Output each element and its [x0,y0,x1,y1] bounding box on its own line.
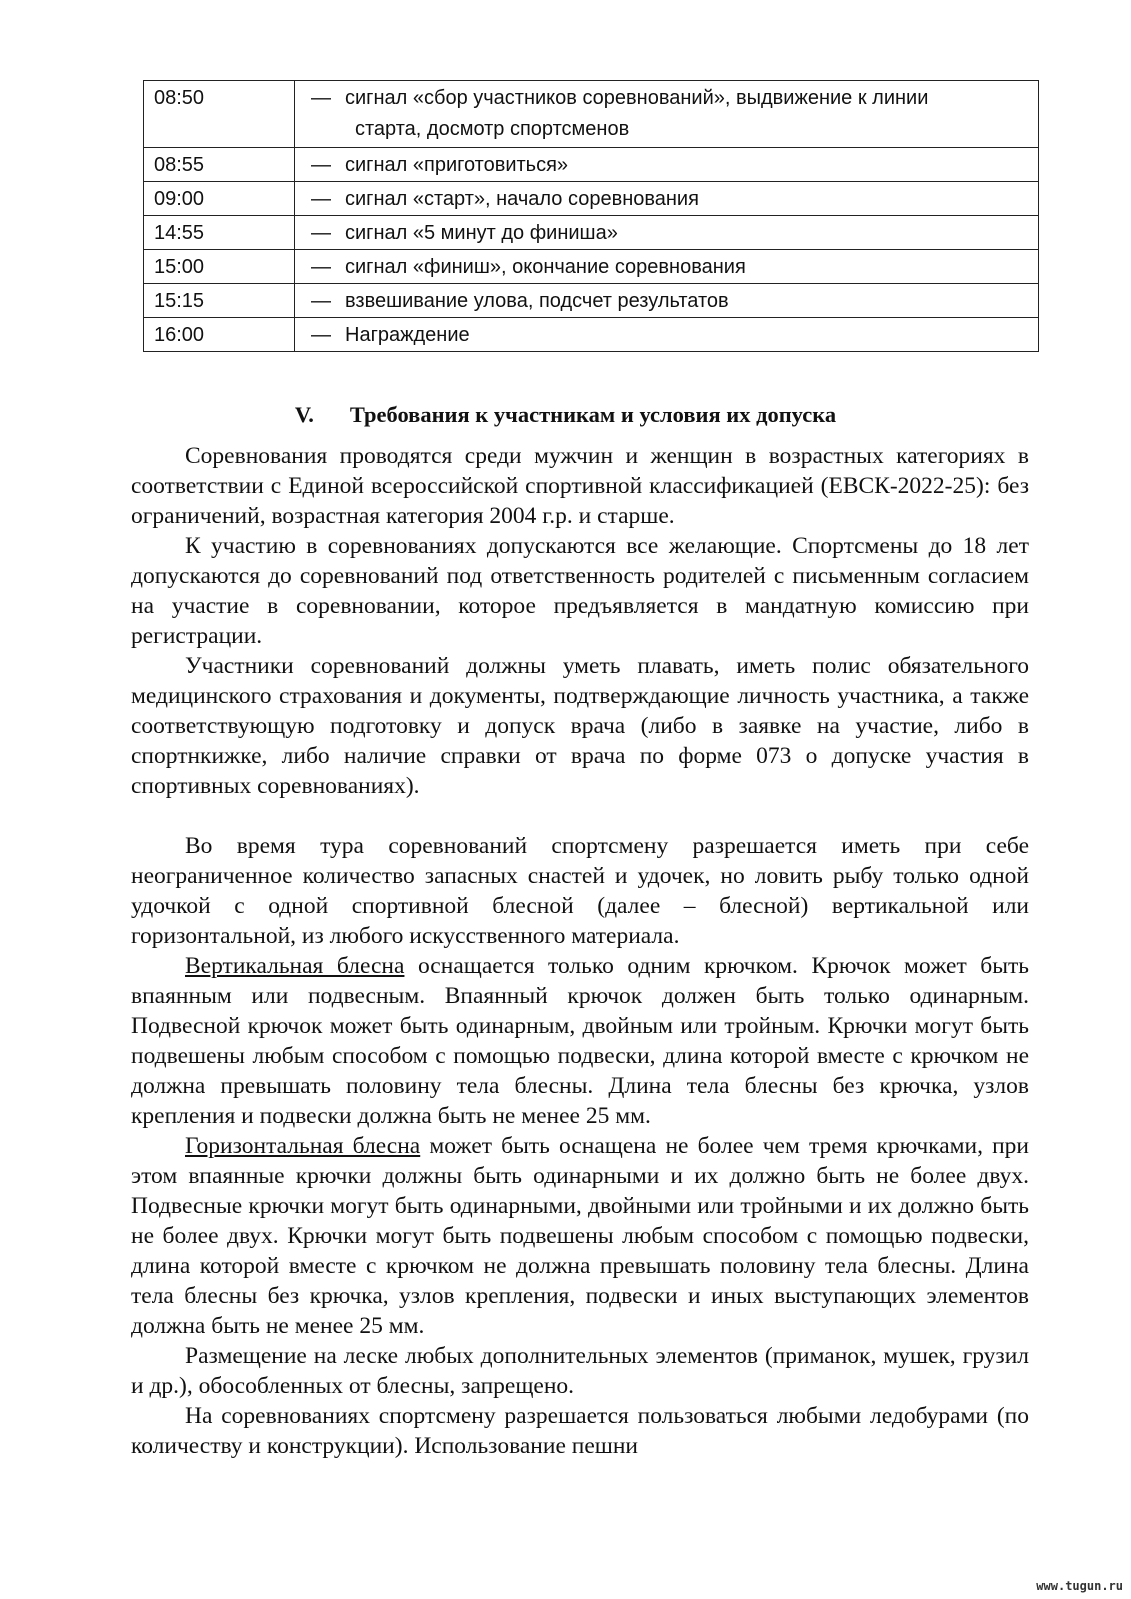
schedule-event-text: сигнал «приготовиться» [345,154,569,176]
paragraph-text: оснащается только одним крючком. Крючок может быть впаянным или подвесным. Впаянный крючок должен быть только одинарным. Подвесной крючок может быть одинарным, двойным или тройным. Крючки могут быть подвешены любым способом с помощью подвески, длина которой вместе с крючком не должна превышать половину тела блесны. Длина тела блесны без крючка, узлов крепления и подвески должна быть не менее 25 мм. [131,953,1029,1129]
paragraph [131,951,1029,1131]
section-heading [0,399,1131,431]
schedule-time: 16:00 [144,318,295,352]
schedule-time: 08:50 [144,81,295,148]
schedule-time: 08:55 [144,148,295,182]
term-horizontal-lure: Горизонтальная блесна [185,1133,421,1159]
dash: — [311,222,331,244]
paragraph [131,1131,1029,1341]
table-row [144,318,1039,352]
dash: — [311,188,331,210]
schedule-time: 15:15 [144,284,295,318]
schedule-event-text: Награждение [345,324,470,346]
table-row [144,284,1039,318]
section-number: V. [294,401,314,427]
schedule-time: 14:55 [144,216,295,250]
schedule-event-text-continued: старта, досмотр спортсменов [355,118,630,140]
schedule-event [295,216,1039,250]
paragraph: Размещение на леске любых дополнительных элементов (приманок, мушек, грузил и др.), обособленных от блесны, запрещено. [131,1343,1029,1399]
schedule-event [295,81,1039,148]
paragraph: Соревнования проводятся среди мужчин и женщин в возрастных категориях в соответствии с Единой всероссийской спортивной классификацией (ЕВСК-2022-25): без ограничений, возрастная категория 2004 г.р. и старше. [131,443,1029,529]
dash: — [311,324,331,346]
table-row [144,250,1039,284]
schedule-table [143,80,1039,352]
paragraph: Во время тура соревнований спортсмену разрешается иметь при себе неограниченное количество запасных снастей и удочек, но ловить рыбу только одной удочкой с одной спортивной блесной (далее – блесной) вертикальной или горизонтальной, из любого искусственного материала. [131,833,1029,949]
paragraph: К участию в соревнованиях допускаются все желающие. Спортсмены до 18 лет допускаются до соревнований под ответственность родителей с письменным согласием на участие в соревновании, которое предъявляется в мандатную комиссию при регистрации. [131,533,1029,649]
table-row [144,182,1039,216]
schedule-event [295,148,1039,182]
dash: — [311,87,331,109]
dash: — [311,290,331,312]
schedule-event [295,250,1039,284]
table-row [144,216,1039,250]
schedule-event-text: сигнал «5 минут до финиша» [345,222,618,244]
dash: — [311,256,331,278]
schedule-time: 09:00 [144,182,295,216]
schedule-event-text: сигнал «финиш», окончание соревнования [345,256,746,278]
schedule-event-text: сигнал «старт», начало соревнования [345,188,699,210]
table-row [144,148,1039,182]
schedule-event [295,318,1039,352]
schedule-event-text: взвешивание улова, подсчет результатов [345,290,729,312]
dash: — [311,154,331,176]
schedule-event-text: сигнал «сбор участников соревнований», выдвижение к линии [345,87,929,109]
schedule-event [295,284,1039,318]
paragraph: На соревнованиях спортсмену разрешается пользоваться любыми ледобурами (по количеству и конструкции). Использование пешни [131,1403,1029,1459]
schedule-time: 15:00 [144,250,295,284]
schedule-event [295,182,1039,216]
paragraph: Участники соревнований должны уметь плавать, иметь полис обязательного медицинского страхования и документы, подтверждающие личность участника, а также соответствующую подготовку и допуск врача (либо в заявке на участие, либо в спортнкижке, либо наличие справки от врача по форме 073 о допуске участия в спортивных соревнованиях). [131,653,1029,799]
section-body [131,441,1029,1461]
term-vertical-lure: Вертикальная блесна [185,953,405,979]
section-title: Требования к участникам и условия их допуска [349,401,837,427]
paragraph-text: может быть оснащена не более чем тремя крючками, при этом впаянные крючки должны быть одинарными и их должно быть не более двух. Подвесные крючки могут быть одинарными, двойными или тройными и их должно быть не более двух. Крючки могут быть подвешены любым способом с помощью подвески, длина которой вместе с крючком не должна превышать половину тела блесны. Длина тела блесны без крючка, узлов крепления, подвески и иных выступающих элементов должна быть не менее 25 мм. [131,1133,1030,1339]
table-row [144,81,1039,148]
watermark: www.tugun.ru [1036,1579,1123,1593]
